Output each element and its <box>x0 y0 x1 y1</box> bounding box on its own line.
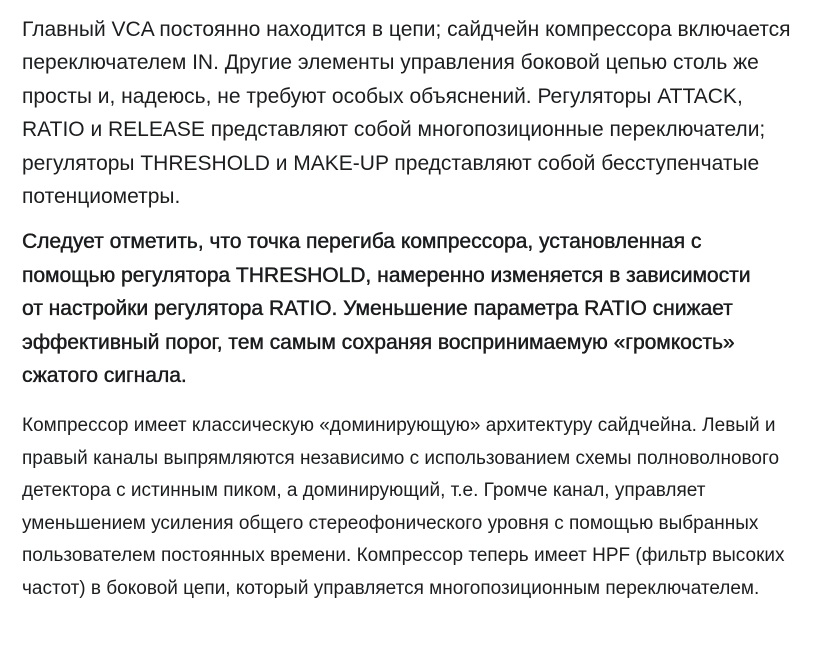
text-line: переключателем IN. Другие элементы управления боковой цепью столь же <box>22 51 759 75</box>
text-line: от настройки регулятора RATIO. Уменьшение параметра RATIO снижает <box>22 297 733 321</box>
text-line: сжатого сигнала. <box>22 364 187 388</box>
text-line: Главный VCA постоянно находится в цепи; сайдчейн компрессора включается <box>22 18 791 41</box>
text-line: детектора с истинным пиком, а доминирующий, т.е. Громче канал, управляет <box>22 480 706 502</box>
paragraph-vca-controls <box>22 13 814 213</box>
text-line: эффективный порог, тем самым сохраняя воспринимаемую «громкость» <box>22 330 735 354</box>
text-line: Компрессор имеет классическую «доминирующую» архитектуру сайдчейна. Левый и <box>22 415 776 437</box>
text-line: Следует отметить, что точка перегиба компрессора, установленная с <box>22 230 702 254</box>
text-line: RATIO и RELEASE представляют собой многопозиционные переключатели; <box>22 118 766 142</box>
text-line: частот) в боковой цепи, который управляется многопозиционным переключателем. <box>22 577 760 599</box>
paragraph-sidechain-architecture <box>22 410 814 604</box>
paragraph-threshold-note <box>22 225 814 392</box>
text-line: уменьшением усиления общего стереофонического уровня с помощью выбранных <box>22 512 759 534</box>
text-line: пользователем постоянных времени. Компрессор теперь имеет HPF (фильтр высоких <box>22 545 785 567</box>
text-line: правый каналы выпрямляются независимо с использованием схемы полноволнового <box>22 447 780 469</box>
text-line: просты и, надеюсь, не требуют особых объяснений. Регуляторы ATTACK, <box>22 84 743 108</box>
text-line: помощью регулятора THRESHOLD, намеренно изменяется в зависимости <box>22 263 751 287</box>
text-line: регуляторы THRESHOLD и MAKE-UP представляют собой бесступенчатые <box>22 151 760 175</box>
text-line: потенциометры. <box>22 185 181 209</box>
